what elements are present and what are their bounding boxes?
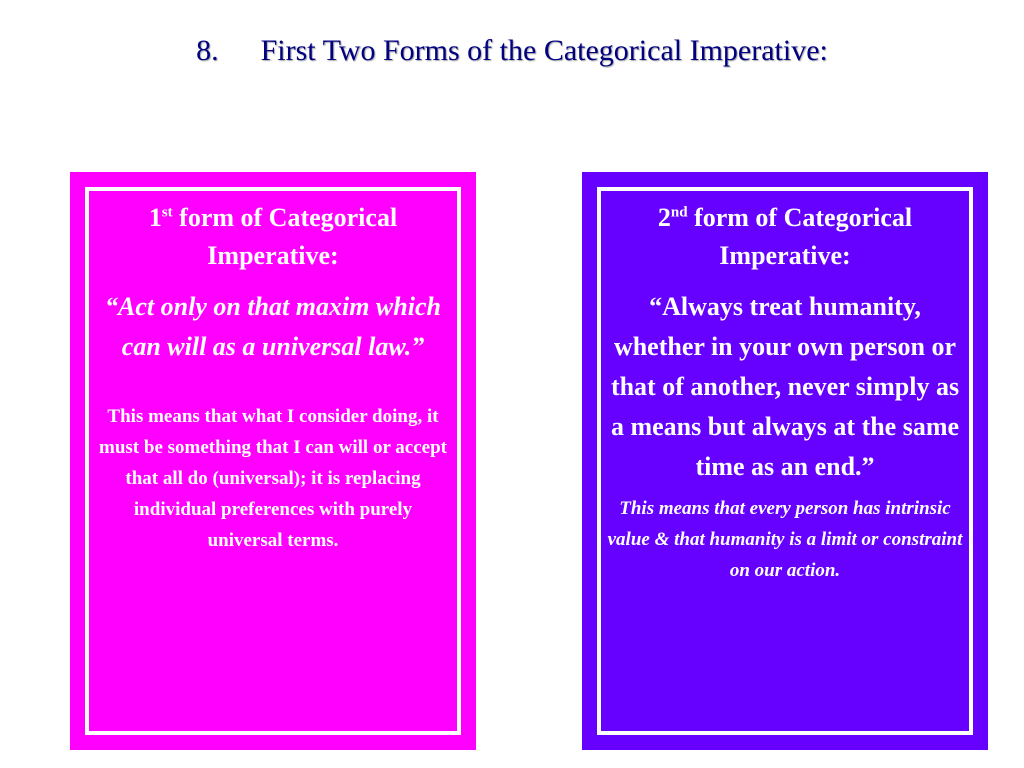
first-form-explanation: This means that what I consider doing, it must be something that I can will or accept that all do (universal); it is replacing individual preferences with purely universal terms. <box>99 406 447 551</box>
second-form-explanation: This means that every person has intrinsic value & that humanity is a limit or constraint on our action. <box>607 498 963 581</box>
slide-title <box>0 34 1024 68</box>
first-form-heading-text: form of Categorical Imperative: <box>172 203 398 270</box>
first-form-inner-frame <box>85 187 461 735</box>
second-form-ordinal-suffix: nd <box>670 204 688 221</box>
second-form-inner-frame <box>597 187 973 735</box>
second-form-heading <box>607 199 963 275</box>
first-form-quote: “Act only on that maxim which can will as a universal law.” <box>105 292 441 361</box>
second-form-heading-text: form of Categorical Imperative: <box>687 203 913 270</box>
first-form-ordinal: 1 <box>148 203 162 232</box>
slide-title-text: First Two Forms of the Categorical Imperative: <box>260 34 828 67</box>
slide-number: 8. <box>196 34 219 67</box>
second-form-ordinal: 2 <box>657 203 671 232</box>
first-form-panel <box>70 172 476 750</box>
first-form-heading <box>95 199 451 275</box>
first-form-ordinal-suffix: st <box>161 204 173 221</box>
second-form-panel <box>582 172 988 750</box>
second-form-quote: “Always treat humanity, whether in your own person or that of another, never simply as a means but always at the same time as an end.” <box>610 292 960 481</box>
